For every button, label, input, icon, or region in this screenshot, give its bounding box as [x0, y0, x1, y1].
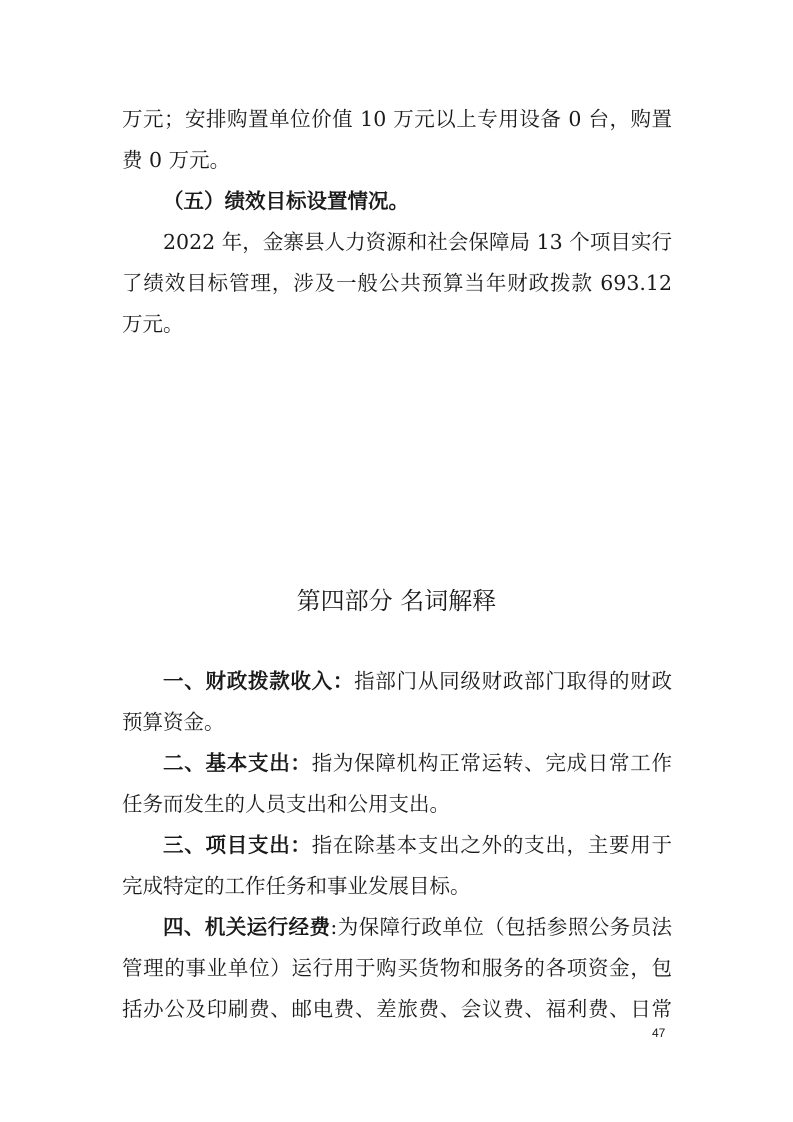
term-label: 二、基本支出： — [163, 751, 312, 775]
section-title: （五）绩效目标设置情况。 — [163, 189, 409, 213]
paragraph-line: 费 0 万元。 — [122, 148, 231, 172]
paragraph-line: 2022 年，金寨县人力资源和社会保障局 13 个项目实行 — [163, 230, 672, 254]
term-line — [163, 748, 672, 778]
term-text: 指为保障机构正常运转、完成日常工作 — [311, 751, 673, 775]
part-heading: 第四部分 名词解释 — [296, 587, 497, 615]
paragraph-line: 了绩效目标管理，涉及一般公共预算当年财政拨款 693.12 — [122, 271, 672, 295]
paragraph-line: 万元。 — [122, 312, 184, 336]
paragraph-line: 预算资金。 — [122, 710, 225, 734]
term-text: :为保障行政单位（包括参照公务员法 — [330, 915, 673, 939]
term-label: 三、项目支出： — [163, 833, 312, 857]
paragraph-line: 括办公及印刷费、邮电费、差旅费、会议费、福利费、日常 — [122, 997, 672, 1021]
paragraph-line: 完成特定的工作任务和事业发展目标。 — [122, 874, 471, 898]
term-line — [163, 912, 672, 942]
paragraph-line: 万元；安排购置单位价值 10 万元以上专用设备 0 台，购置 — [122, 107, 672, 131]
term-label: 一、财政拨款收入： — [163, 669, 355, 693]
term-text: 指在除基本支出之外的支出，主要用于 — [311, 833, 673, 857]
term-label: 四、机关运行经费 — [163, 915, 331, 939]
term-line — [163, 666, 672, 696]
paragraph-line: 任务而发生的人员支出和公用支出。 — [122, 792, 450, 816]
term-text: 指部门从同级财政部门取得的财政 — [354, 669, 673, 693]
paragraph-line: 管理的事业单位）运行用于购买货物和服务的各项资金，包 — [122, 956, 672, 980]
term-line — [163, 830, 672, 860]
page-number: 47 — [652, 1026, 666, 1040]
